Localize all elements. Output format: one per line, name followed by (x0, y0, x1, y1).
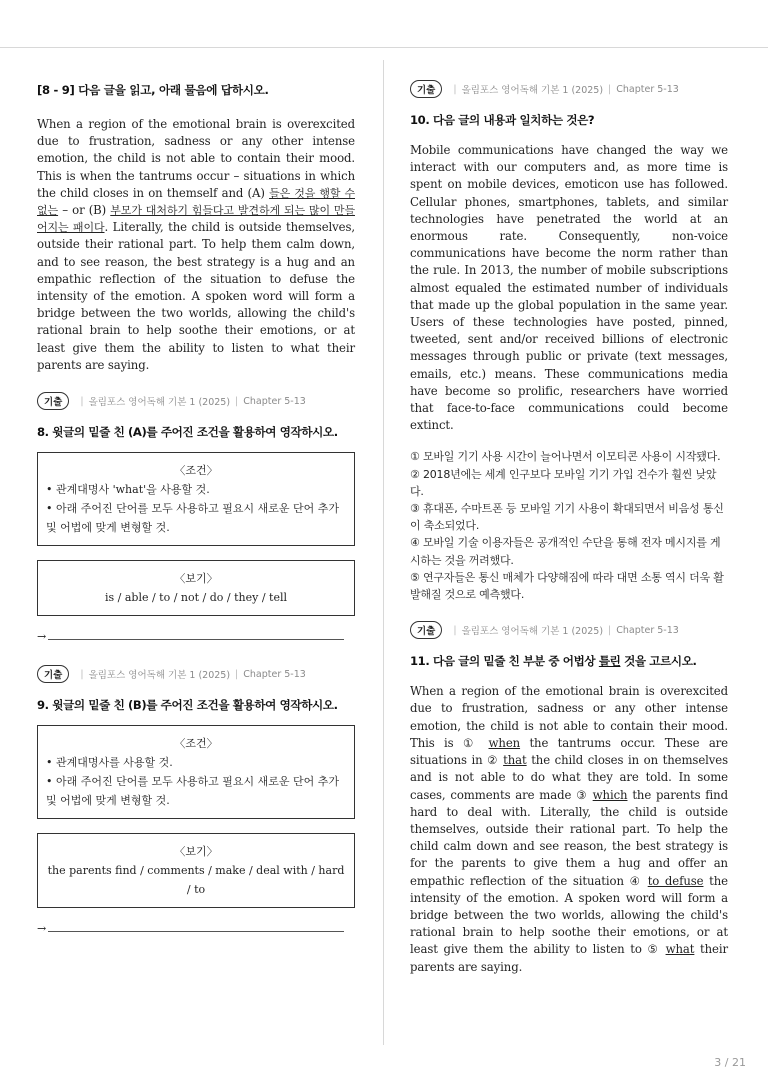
passage-text-1: When a region of the emotional brain is overexcited due to frustration, sadness or any other intense emotion, the child is not able to contain their mood. This is when the tantrums occur – situations in which the child closes in on themself and (A) (37, 117, 355, 200)
underline-b: 부모가 대처하기 힘들다고 발견하게 되는 많이 만들어지는 패이다 (37, 204, 355, 235)
condition-2: • 아래 주어진 단어를 모두 사용하고 필요시 새로운 단어 추가 및 어법에 맞게 변형할 것. (46, 775, 339, 808)
option-4[interactable]: ④ 모바일 기술 이용자들은 공개적인 수단을 통해 전자 메시지를 게시하는 것을 꺼려했다. (410, 536, 721, 567)
conditions-title: 〈조건〉 (174, 464, 218, 478)
separator: | (80, 668, 84, 680)
bogi-title: 〈보기〉 (174, 572, 218, 586)
q11-title (410, 653, 728, 669)
source-label: 올림포스 영어독해 기본 1 (2025) (88, 670, 231, 682)
tag-badge: 기출 (37, 665, 69, 683)
q11-underline-5: what (665, 942, 695, 957)
chapter-label: Chapter 5-13 (243, 395, 306, 407)
underline-a: 들은 것을 행할 수 없는 (37, 186, 355, 218)
separator: | (80, 395, 84, 407)
q8-bogi-box (37, 560, 355, 616)
arrow-icon: → (37, 630, 47, 644)
q10-options (410, 448, 728, 603)
separator: | (608, 624, 612, 636)
q11-title-pre: 11. 다음 글의 밑줄 친 부분 중 어법상 (410, 654, 599, 669)
q9-title: 9. 윗글의 밑줄 친 (B)를 주어진 조건을 활용하여 영작하시오. (37, 698, 338, 713)
q10-title: 10. 다음 글의 내용과 일치하는 것은? (410, 113, 595, 127)
q9-source-row (37, 665, 355, 683)
separator: | (608, 83, 612, 95)
q8-source-row (37, 392, 355, 410)
option-3[interactable]: ③ 휴대폰, 수마트폰 등 모바일 기기 사용이 확대되면서 비음성 통신이 축소되었다. (410, 502, 724, 533)
q11-text-1: When a region of the emotional brain is overexcited due to frustration, sadness or any other intense emotion, the child is not able to contain their mood. This is ① (410, 684, 728, 750)
passage-text-2: – or (B) (58, 203, 111, 218)
q11-text-6: their parents are saying. (410, 942, 728, 974)
q11-text-5: the intensity of the emotion. A spoken word will form a bridge between the two worlds, allowing the child's rational brain to help soothe their emotions, or at least give them the ability to listen to ⑤ (410, 873, 728, 957)
q9-conditions-box (37, 725, 355, 819)
q11-text-3: the child closes in on themselves and is not able to do what they are told. In some cases, comments are made ③ (410, 753, 728, 802)
q10-passage: Mobile communications have changed the way we interact with our computers and, as more time is spent on mobile devices, emoticon use has followed. Cellular phones, smartphones, tablets, and similar technologies have penetrated the world at an enormous rate. Consequently, non-voice communications have become the norm rather than the rule. In 2013, the number of mobile subscriptions almost equaled the estimated number of individuals that made up the global population in the same year. Users of these technologies have posted, pinned, tweeted, sent and/or received billions of electronic messages through public or private (text messages, emails, etc.) means. These communications media have become so prolific, researchers have worried that face-to-face communications could become extinct. (410, 143, 728, 433)
option-5[interactable]: ⑤ 연구자들은 통신 매체가 다양해짐에 따라 대면 소통 역시 더욱 활발해질 것으로 예측했다. (410, 570, 724, 602)
q10-source-row (410, 80, 728, 98)
separator: | (453, 624, 457, 636)
q9-bogi-box (37, 833, 355, 908)
chapter-label: Chapter 5-13 (243, 668, 306, 680)
section-heading: [8 - 9] 다음 글을 읽고, 아래 물음에 답하시오. (37, 83, 269, 97)
q11-passage (410, 683, 728, 975)
q11-source-row (410, 621, 728, 639)
header-rule (0, 47, 768, 48)
conditions-title: 〈조건〉 (174, 737, 218, 751)
chapter-label: Chapter 5-13 (616, 624, 679, 636)
passage-text-3: . Literally, the child is outside themselves, outside their rational part. To help them calm down, and to see reason, the best strategy is a hug and an empathic reflection of the situation to defuse the intensity of the emotion. A spoken word will form a bridge between the two worlds, allowing the child's rational brain to help soothe their emotions, or at least give them the ability to listen to what their parents are saying. (37, 220, 355, 372)
q11-title-post: 것을 고르시오. (620, 654, 697, 669)
condition-2: • 아래 주어진 단어를 모두 사용하고 필요시 새로운 단어 추가 및 어법에 맞게 변형할 것. (46, 502, 339, 535)
condition-1: • 관계대명사 'what'을 사용할 것. (46, 483, 210, 497)
q11-title-underlined: 틀린 (598, 654, 621, 669)
source-label: 올림포스 영어독해 기본 1 (2025) (461, 626, 604, 638)
arrow-icon: → (37, 922, 47, 936)
q11-underline-1: when (488, 735, 521, 750)
source-label: 올림포스 영어독해 기본 1 (2025) (461, 85, 604, 96)
bogi-words: the parents find / comments / make / deal with / hard / to (47, 864, 345, 897)
separator: | (235, 668, 239, 680)
q8-conditions-box (37, 452, 355, 546)
source-label: 올림포스 영어독해 기본 1 (2025) (88, 397, 231, 409)
chapter-label: Chapter 5-13 (616, 83, 679, 95)
q8-answer-line[interactable] (37, 630, 355, 643)
q11-underline-3: which (592, 787, 628, 802)
option-2[interactable]: ② 2018년에는 세계 인구보다 모바일 기기 가입 건수가 훨씬 낮았다. (410, 467, 717, 498)
separator: | (235, 395, 239, 407)
separator: | (453, 83, 457, 95)
tag-badge: 기출 (410, 621, 442, 639)
tag-badge: 기출 (37, 392, 69, 410)
q11-underline-4: to defuse (647, 873, 704, 888)
q11-text-2: the tantrums occur. These are situations in ② (410, 735, 728, 768)
q11-underline-2: that (503, 753, 527, 768)
bogi-words: is / able / to / not / do / they / tell (104, 591, 287, 605)
tag-badge: 기출 (410, 80, 442, 98)
page-number: 3 / 21 (714, 1056, 746, 1069)
right-column (410, 78, 728, 976)
blank-line (48, 639, 344, 640)
condition-1: • 관계대명사를 사용할 것. (46, 756, 173, 770)
q9-answer-line[interactable] (37, 922, 355, 935)
left-column (37, 78, 355, 935)
option-1[interactable]: ① 모바일 기기 사용 시간이 늘어나면서 이모티콘 사용이 시작됐다. (410, 450, 721, 464)
blank-line (48, 931, 344, 932)
column-divider (383, 60, 384, 1045)
q11-text-4: the parents find hard to deal with. Literally, the child is outside themselves, outside their rational part. To help the child calm down and see reason, the best strategy is for the parents to give them a hug and offer an empathic reflection of the situation ④ (410, 787, 728, 888)
passage-8-9 (37, 116, 355, 374)
q8-title: 8. 윗글의 밑줄 친 (A)를 주어진 조건을 활용하여 영작하시오. (37, 425, 338, 440)
bogi-title: 〈보기〉 (174, 845, 218, 859)
